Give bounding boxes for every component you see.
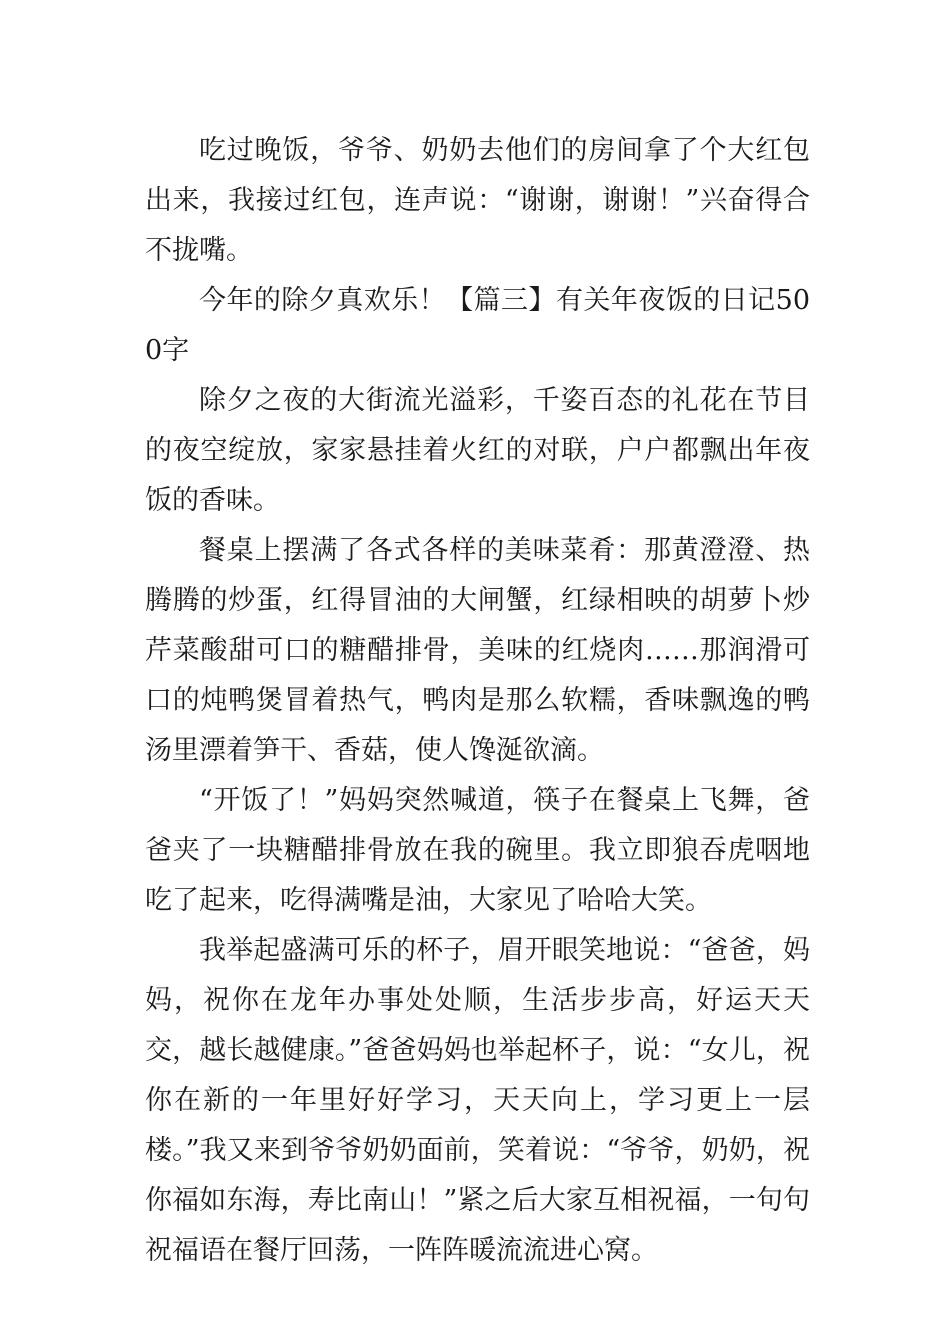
document-body [145,126,810,1276]
paragraph-toasts: 我举起盛满可乐的杯子，眉开眼笑地说：“爸爸，妈妈，祝你在龙年办事处处顺，生活步步高，好运天天交，越长越健康。”爸爸妈妈也举起杯子，说：“女儿，祝你在新的一年里好好学习，天天向上，学习更上一层楼。”我又来到爷爷奶奶面前，笑着说：“爷爷，奶奶，祝你福如东海，寿比南山！”紧之后大家互相祝福，一句句祝福语在餐厅回荡，一阵阵暖流流进心窝。 [145,935,810,1266]
paragraph-red-envelope: 吃过晚饭，爷爷、奶奶去他们的房间拿了个大红包出来，我接过红包，连声说：“谢谢，谢谢！”兴奋得合不拢嘴。 [145,135,810,266]
paragraph-dinner-table: 餐桌上摆满了各式各样的美味菜肴：那黄澄澄、热腾腾的炒蛋，红得冒油的大闸蟹，红绿相映的胡萝卜炒芹菜酸甜可口的糖醋排骨，美味的红烧肉……那润滑可口的炖鸭煲冒着热气，鸭肉是那么软糯，香味飘逸的鸭汤里漂着笋干、香菇，使人馋涎欲滴。 [145,535,810,766]
paragraph-dinner-starts: “开饭了！”妈妈突然喊道，筷子在餐桌上飞舞，爸爸夹了一块糖醋排骨放在我的碗里。我立即狼吞虎咽地吃了起来，吃得满嘴是油，大家见了哈哈大笑。 [145,785,810,916]
paragraph-new-year-eve-street: 除夕之夜的大街流光溢彩，千姿百态的礼花在节目的夜空绽放，家家悬挂着火红的对联，户户都飘出年夜饭的香味。 [145,385,810,516]
paragraph-section-heading: 今年的除夕真欢乐！【篇三】有关年夜饭的日记500字 [145,285,810,366]
